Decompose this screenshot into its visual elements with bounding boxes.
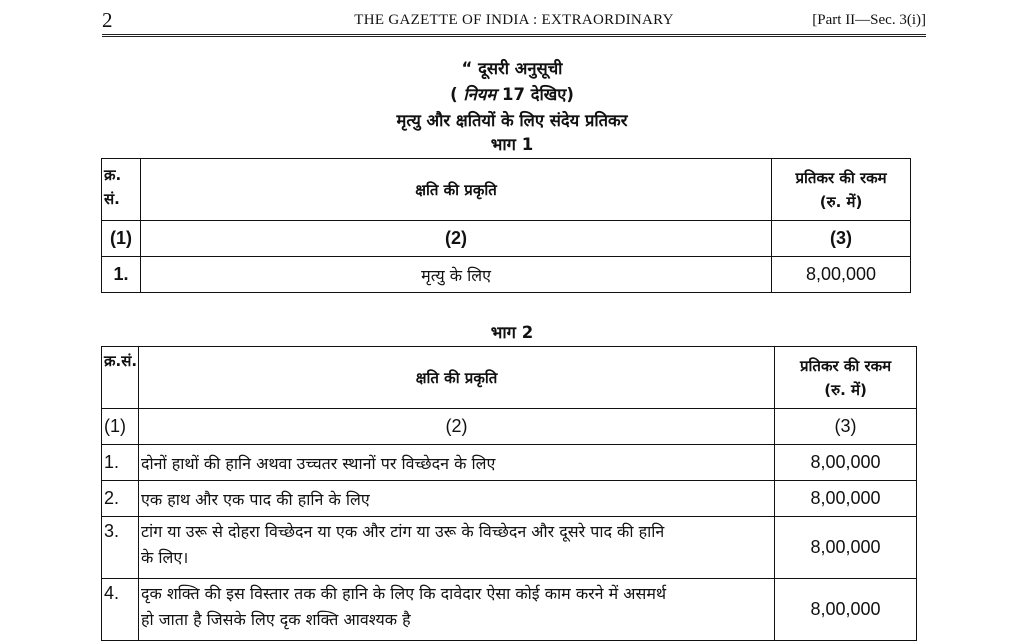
- table-header-row: [102, 159, 911, 221]
- rule-reference: ( नियम 17 देखिए): [450, 85, 574, 104]
- schedule-titles: [0, 56, 1024, 156]
- row-amount: 8,00,000: [775, 481, 917, 517]
- row-serial: 3.: [102, 517, 139, 579]
- column-number-row: [102, 409, 917, 445]
- row-nature: टांग या उरू से दोहरा विच्छेदन या एक और टांग या उरू के विच्छेदन और दूसरे पाद की हानि के लिए।: [138, 517, 774, 579]
- table-row: [102, 481, 917, 517]
- part2-table: [101, 346, 917, 641]
- part1-heading: भाग 1: [490, 135, 534, 154]
- col-number: (2): [140, 221, 771, 257]
- nature-header: क्षति की प्रकृति: [138, 347, 774, 409]
- publication-title: THE GAZETTE OF INDIA : EXTRAORDINARY: [354, 12, 674, 28]
- row-serial: 1.: [102, 445, 139, 481]
- table-row: [102, 579, 917, 641]
- schedule-subtitle: मृत्यु और क्षतियों के लिए संदेय प्रतिकर: [396, 111, 628, 130]
- amount-header: प्रतिकर की रकम (रु. में): [772, 159, 911, 221]
- serial-header: क्र.सं.: [102, 347, 139, 409]
- column-number-row: [102, 221, 911, 257]
- row-serial: 2.: [102, 481, 139, 517]
- col-number: (3): [772, 221, 911, 257]
- row-nature: एक हाथ और एक पाद की हानि के लिए: [138, 481, 774, 517]
- row-amount: 8,00,000: [775, 445, 917, 481]
- row-amount: 8,00,000: [775, 579, 917, 641]
- table-row: [102, 517, 917, 579]
- table-row: [102, 257, 911, 293]
- part1-table: [101, 158, 911, 293]
- table-header-row: [102, 347, 917, 409]
- row-nature: दोनों हाथों की हानि अथवा उच्चतर स्थानों पर विच्छेदन के लिए: [138, 445, 774, 481]
- table-row: [102, 445, 917, 481]
- row-serial: 1.: [102, 257, 141, 293]
- col-number: (1): [102, 409, 139, 445]
- row-nature: दृक शक्ति की इस विस्तार तक की हानि के लिए कि दावेदार ऐसा कोई काम करने में असमर्थ हो जाता है जिसके लिए दृक शक्ति आवश्यक है: [138, 579, 774, 641]
- schedule-title: “ दूसरी अनुसूची: [461, 59, 563, 78]
- row-serial: 4.: [102, 579, 139, 641]
- gazette-header: [102, 8, 926, 37]
- col-number: (2): [138, 409, 774, 445]
- row-amount: 8,00,000: [772, 257, 911, 293]
- col-number: (1): [102, 221, 141, 257]
- row-nature: मृत्यु के लिए: [140, 257, 771, 293]
- nature-header: क्षति की प्रकृति: [140, 159, 771, 221]
- rule-word: नियम: [463, 85, 497, 104]
- serial-header: क्र. सं.: [102, 159, 141, 221]
- page-number: 2: [102, 8, 113, 32]
- col-number: (3): [775, 409, 917, 445]
- row-amount: 8,00,000: [775, 517, 917, 579]
- amount-header: प्रतिकर की रकम (रु. में): [775, 347, 917, 409]
- section-label: [Part II—Sec. 3(i)]: [812, 12, 926, 28]
- part2-heading: भाग 2: [490, 323, 534, 342]
